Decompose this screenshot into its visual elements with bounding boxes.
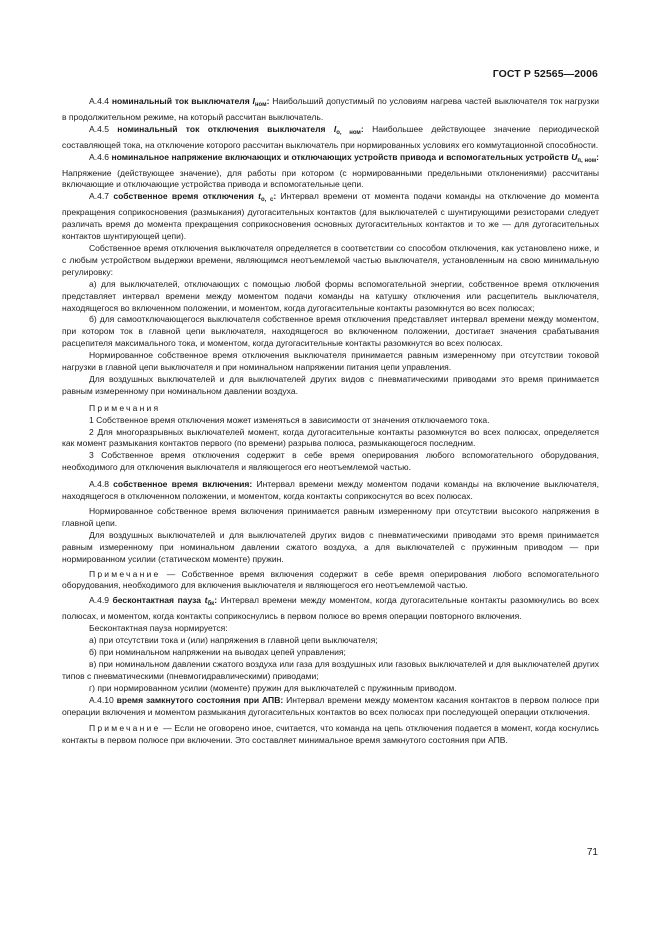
list-item-b: б) для самоотключающегося выключателя собственное время отключения представляет интервал времени между моментом, при котором ток в главной цепи выключателя, находящегося во включенном положении, достигает значения срабатывания расцепителя максимального тока, и моментом, когда дугогасительные контакты разомкнутся во всех полюсах.: [62, 314, 599, 349]
page-number: 71: [586, 847, 598, 858]
paragraph: Нормированное собственное время отключения выключателя принимается равным измеренному при отсутствии токовой нагрузки в главной цепи выключателя и при номинальном напряжении питания цепи управления.: [62, 350, 599, 373]
note-reclose-time: Примечание — Если не оговорено иное, считается, что команда на цепь отключения подается в момент, когда коснулись контакты в первом полюсе при включении. Это составляет минимальное время замкнутого состояния при АПВ.: [62, 723, 599, 746]
definition: Интервал времени между моментом подачи команды на включение выключателя, находящегося в отключенном положении, и моментом, когда контакты соприкоснутся во всех полюсах.: [62, 479, 600, 502]
paragraph: Нормированное собственное время включения принимается равным измеренному при отсутствии высокого напряжения в главной цепи.: [62, 506, 599, 528]
clause-a-4-7: А.4.7 собственное время отключения $t_{о, с}$: Интервал времени от момента подачи команды на отключение до момента прекращения соприкосновения (размыкания) дугогасительных контактов (для выключателей с шунтирующими резисторами следует различать время до момента прекращения соприкосновения основных дугогасительных контактов и то же — для дугогасительных контактов шунтирующей цепи).: [62, 191, 600, 242]
symbol-subscript: о, с: [261, 197, 274, 204]
clause-a-4-10: А.4.10 время замкнутого состояния при АПВ: Интервал времени между моментом касания контактов в первом полюсе при операции включения и моментом размыкания дугогасительных контактов во всех полюсах при последующей операции отключения.: [62, 694, 599, 717]
definition: Интервал времени между моментом, когда дугогасительные контакты разомкнулись во всех полюсах, и моментом, когда контакты соприкоснулись в первом полюсе во время операции повторного включения.: [62, 595, 599, 622]
term: номинальное напряжение включающих и отключающих устройств привода и вспомогательных устройств: [111, 151, 572, 162]
list-item-b: б) при номинальном напряжении на выводах цепей управления;: [89, 646, 346, 657]
term: номинальный ток выключателя: [111, 96, 253, 106]
definition: Интервал времени от момента подачи команды на отключение до момента прекращения соприкосновения (размыкания) дугогасительных контактов (для выключателей с шунтирующими резисторами следует различать время до момента прекращения соприкосновения основных дугогасительных контактов и то же — для дугогасительных контактов шунтирующей цепи).: [62, 191, 600, 242]
definition: Наибольший допустимый по условиям нагрева частей выключателя ток нагрузки в продолжительном режиме, на который рассчитан выключатель.: [62, 96, 599, 122]
list-item-a: а) для выключателей, отключающих с помощью любой формы вспомогательной энергии, собственное время отключения представляет интервал времени между моментом подачи команды на катушку отключения или расцепитель выключателя, находящегося во включенном положении, и моментом, когда дугогасительные контакты разомкнутся во всех полюсах;: [62, 278, 599, 313]
list-item-d: г) при нормированном усилии (моменте) пружин для выключателей с пружинным приводом.: [89, 682, 457, 693]
symbol: U: [571, 151, 578, 162]
note-1: 1 Собственное время отключения может изменяться в зависимости от значения отключаемого тока.: [89, 414, 490, 425]
symbol: I: [333, 123, 337, 134]
paragraph: Собственное время отключения выключателя определяется в соответствии со способом отключения, как установлено ниже, и с любым устройством выдержки времени, являющимся неотъемлемой частью выключателя, установленным на свою минимальную регулировку:: [62, 242, 599, 277]
clause-a-4-9: А.4.9 бесконтактная пауза $t_{бк}$: Интервал времени между моментом, когда дугогасительные контакты разомкнулись во всех полюсах, и моментом, когда контакты соприкоснулись в первом полюсе во время операции повторного включения.: [62, 595, 599, 622]
symbol-subscript: п, ном: [577, 157, 597, 164]
symbol-subscript: бк: [207, 601, 215, 608]
list-item-a: а) при отсутствии тока и (или) напряжения в главной цепи выключателя;: [89, 635, 378, 646]
definition: Наибольшее действующее значение периодической составляющей тока, на отключение которого рассчитан выключатель при нормированных условиях его коммутационной способности.: [62, 123, 599, 150]
list-item-c: в) при номинальном давлении сжатого воздуха или газа для воздушных или газовых выключателей и для выключателей других типов с пневматическими (пневмогидравлическими) приводами;: [62, 658, 599, 681]
clause-a-4-5: А.4.5 номинальный ток отключения выключателя $I_{о, ном}$: Наибольшее действующее значение периодической составляющей тока, на отключение которого рассчитан выключатель при нормированных условиях его коммутационной способности.: [62, 123, 599, 150]
note-closing-time: Примечание — Собственное время включения содержит в себе время оперирования любого вспомогательного оборудования, необходимого для включения выключателя и являющегося его неотъемлемой частью.: [62, 568, 599, 591]
paragraph: Бесконтактная пауза нормируется:: [89, 623, 228, 634]
symbol-subscript: ном: [254, 102, 267, 108]
term: номинальный ток отключения выключателя: [117, 123, 334, 134]
paragraph: Для воздушных выключателей и для выключателей других видов с пневматическими приводами это время принимается равным измеренному при номинальном давлении воздуха.: [62, 373, 599, 396]
definition: Напряжение (действующее значение), для работы при котором (с нормированными предельными отклонениями) рассчитаны включающие и отключающие устройства привода и вспомогательные цепи.: [62, 167, 599, 190]
term: собственное время включения:: [113, 479, 253, 490]
note-2: 2 Для многоразрывных выключателей момент, когда дугогасительные контакты разомкнутся во всех полюсах, определяется как момент размыкания контактов первого (по времени) разрыва полюса, размыкающегося последним.: [62, 426, 599, 449]
symbol-subscript: о, ном: [336, 129, 361, 136]
term: бесконтактная пауза: [112, 595, 205, 606]
term: собственное время отключения: [113, 191, 259, 202]
clause-a-4-8: А.4.8 собственное время включения: Интервал времени между моментом подачи команды на включение выключателя, находящегося в отключенном положении, и моментом, когда контакты соприкоснутся во всех полюсах.: [62, 479, 600, 502]
symbol: t: [258, 191, 262, 202]
term: время замкнутого состояния при АПВ:: [116, 694, 284, 705]
definition: Интервал времени между моментом касания контактов в первом полюсе при операции включения и моментом размыкания дугогасительных контактов во всех полюсах при последующей операции отключения.: [62, 694, 599, 717]
paragraph: Для воздушных выключателей и для выключателей других видов с пневматическими приводами это время принимается равным измеренному при номинальном давлении сжатого воздуха, а для выключателей с пружинным приводом — при нормированном усилии (статическом моменте) пружин.: [62, 529, 599, 564]
note-3: 3 Собственное время отключения содержит в себе время оперирования любого вспомогательного оборудования, необходимого для отключения выключателя и являющегося его неотъемлемой частью.: [62, 450, 599, 473]
document-body: [62, 96, 599, 747]
page-header: ГОСТ Р 52565—2006: [492, 68, 598, 80]
symbol: t: [204, 595, 208, 606]
symbol: I: [252, 96, 255, 106]
notes-title: Примечания: [89, 402, 161, 413]
clause-a-4-4: А.4.4 номинальный ток выключателя $I_{ном}$: Наибольший допустимый по условиям нагрева частей выключателя ток нагрузки в продолжительном режиме, на который рассчитан выключатель.: [62, 96, 599, 122]
clause-a-4-6: А.4.6 номинальное напряжение включающих и отключающих устройств привода и вспомогательных устройств $U_{п, ном}$: Напряжение (действующее значение), для работы при котором (с нормированными предельными отклонениями) рассчитаны включающие и отключающие устройства привода и вспомогательные цепи.: [62, 151, 599, 190]
